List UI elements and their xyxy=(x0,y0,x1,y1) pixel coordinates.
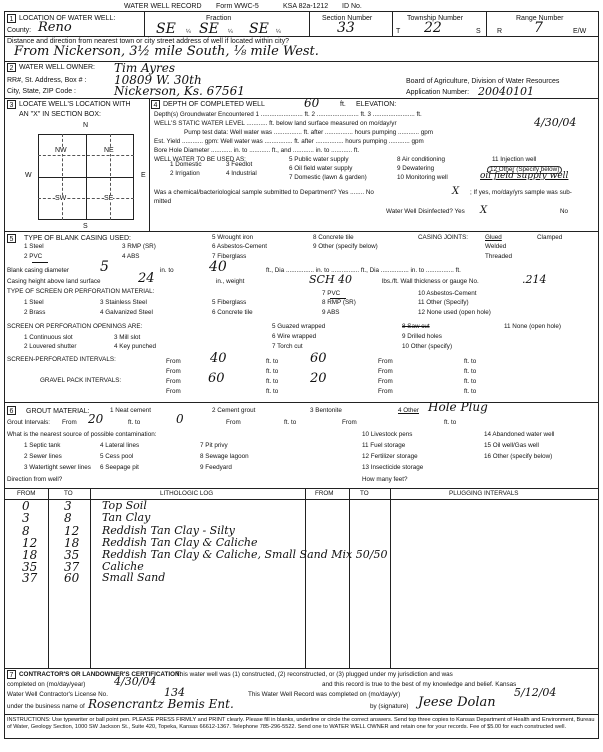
instructions: INSTRUCTIONS: Use typewriter or ball point pen. PLEASE PRESS FIRMLY and PRINT clearly. Please fill in blanks, underline or circle the correct answers. Send top three copies to Kansas Department of Health and Environment, Bureau of Water, Geology Section, 1000 SW Jackson St., Suite 420, Topeka, Kansas 66612-1367. Telephone 785-296-5522. Send one to WATER WELL OWNER and retain one for your records. Fee of $5.00 for each constructed well. xyxy=(7,717,595,731)
log-row-to: 3 xyxy=(64,499,72,513)
chem-no-mark: X xyxy=(452,186,460,197)
log-row-from: 3 xyxy=(22,511,30,525)
log-row-description: Reddish Tan Clay & Caliche, Small Sand Mix 50/50 xyxy=(102,548,388,561)
direction-label: Direction from well? xyxy=(7,476,63,483)
locate-label-2: AN "X" IN SECTION BOX: xyxy=(19,111,101,118)
use-injection-well[interactable]: 11 Injection well xyxy=(492,156,537,163)
elevation-label: ELEVATION: xyxy=(356,101,397,108)
log-row-description: Tan Clay xyxy=(102,511,151,524)
log-row-to: 8 xyxy=(64,511,72,525)
owner-value: Tim Ayres xyxy=(114,61,175,75)
casing-type-label: TYPE OF BLANK CASING USED: xyxy=(24,235,131,242)
city-state-zip-label: City, State, ZIP Code : xyxy=(7,88,76,95)
perforated-to: 60 xyxy=(310,351,327,366)
location-label: LOCATION OF WATER WELL: xyxy=(19,15,116,22)
log-row-description: Reddish Tan Clay & Caliche xyxy=(102,536,258,549)
signature: Jeese Dolan xyxy=(418,695,496,710)
use-dewatering[interactable]: 9 Dewatering xyxy=(397,165,435,172)
casing-diameter-label: Blank casing diameter xyxy=(7,267,69,274)
range-value: 7 xyxy=(534,20,543,36)
township-value: 22 xyxy=(424,20,442,36)
fraction-2: SE xyxy=(199,21,219,37)
casing-joints-label: CASING JOINTS: xyxy=(418,234,469,241)
address-value: 10809 W. 30th xyxy=(114,73,202,87)
casing-height-value: 24 xyxy=(138,271,155,286)
plug-to-header: TO xyxy=(360,490,369,497)
wall-thickness-value: .214 xyxy=(522,273,547,286)
certification-text: This water well was (1) constructed, (2) reconstructed, or (3) plugged under my jurisdiction and was xyxy=(176,671,453,678)
grout-material-label: GROUT MATERIAL: xyxy=(26,408,90,415)
other-use-value: oil field supply well xyxy=(480,171,569,181)
fraction-1: SE xyxy=(156,21,176,37)
grout-other-value: Hole Plug xyxy=(428,400,488,414)
log-row-to: 60 xyxy=(64,571,80,585)
log-row-description: Top Soil xyxy=(102,499,147,512)
use-feedlot[interactable]: 3 Feedlot xyxy=(226,161,253,168)
log-row-from: 0 xyxy=(22,499,30,513)
completed-date: 4/30/04 xyxy=(114,675,157,688)
depth-label: DEPTH OF COMPLETED WELL xyxy=(163,101,265,108)
section-2-number: 2 xyxy=(7,63,16,72)
log-row-to: 37 xyxy=(64,560,80,574)
static-level-row: WELL'S STATIC WATER LEVEL ............ ft. below land surface measured on mo/day/yr xyxy=(154,120,397,127)
section-number-value: 33 xyxy=(337,20,355,36)
section-7-number: 7 xyxy=(7,670,16,679)
lithologic-log-header: LITHOLOGIC LOG xyxy=(160,490,214,497)
township-label: Township Number xyxy=(407,15,464,22)
section-4-number: 4 xyxy=(151,100,160,109)
depth-value: 60 xyxy=(304,96,320,110)
disinfected-question: Water Well Disinfected? Yes xyxy=(386,208,465,215)
grout-from: 20 xyxy=(88,412,104,426)
use-public-supply[interactable]: 5 Public water supply xyxy=(289,156,349,163)
use-label: WELL WATER TO BE USED AS: xyxy=(154,156,246,163)
use-industrial[interactable]: 4 Industrial xyxy=(226,170,257,177)
distance-value: From Nickerson, 3½ mile South, ⅛ mile West. xyxy=(14,44,319,59)
owner-label: WATER WELL OWNER: xyxy=(19,64,95,71)
section-3-number: 3 xyxy=(7,100,16,109)
screen-type-label: TYPE OF SCREEN OR PERFORATION MATERIAL: xyxy=(7,288,155,295)
use-domestic-lawn[interactable]: 7 Domestic (lawn & garden) xyxy=(289,174,367,181)
perforated-from: 40 xyxy=(210,351,227,366)
log-to-header: TO xyxy=(64,490,73,497)
perforated-intervals-label: SCREEN-PERFORATED INTERVALS: xyxy=(7,356,116,363)
openings-label: SCREEN OR PERFORATION OPENINGS ARE: xyxy=(7,323,143,330)
record-date: 5/12/04 xyxy=(514,686,557,699)
use-monitoring-well[interactable]: 10 Monitoring well xyxy=(397,174,448,181)
log-row-from: 35 xyxy=(22,560,38,574)
log-row-description: Reddish Tan Clay - Silty xyxy=(102,524,235,537)
log-row-to: 12 xyxy=(64,524,80,538)
grout-other[interactable]: 4 Other xyxy=(398,407,419,414)
section-1-number: 1 xyxy=(7,14,16,23)
id-number-label: ID No. xyxy=(342,3,362,10)
log-row-from: 8 xyxy=(22,524,30,538)
log-row-from: 37 xyxy=(22,571,38,585)
fraction-label: Fraction xyxy=(206,15,232,22)
use-domestic[interactable]: 1 Domestic xyxy=(170,161,202,168)
opening-saw-cut[interactable]: 8 Saw cut xyxy=(402,323,430,330)
contamination-label: What is the nearest source of possible contamination: xyxy=(7,431,157,438)
gravel-pack-label: GRAVEL PACK INTERVALS: xyxy=(40,377,122,384)
business-name: Rosencrantz Bemis Ent. xyxy=(88,697,234,711)
county-label: County: xyxy=(7,27,32,34)
gravel-from: 60 xyxy=(208,371,225,386)
casing-weight-value: SCH 40 xyxy=(309,273,353,286)
certification-label: CONTRACTOR'S OR LANDOWNER'S CERTIFICATION: xyxy=(19,671,182,678)
section-6-number: 6 xyxy=(7,406,16,415)
county-value: Reno xyxy=(38,20,72,35)
locate-label: LOCATE WELL'S LOCATION WITH xyxy=(19,101,131,108)
board-label: Board of Agriculture, Division of Water Resources xyxy=(406,78,560,85)
gravel-to: 20 xyxy=(310,371,327,386)
static-level-date: 4/30/04 xyxy=(534,116,577,129)
use-irrigation[interactable]: 2 Irrigation xyxy=(170,170,200,177)
plug-from-header: FROM xyxy=(315,490,334,497)
water-well-record-form: WATER WELL RECORD Form WWC-5 KSA 82a-1212 ID No. 1 LOCATION OF WATER WELL: County: Reno Fraction SE ¼ SE ¼ SE ¼ Section Number 33 Township Number T 22 S Range Number R 7 E/W Distance and direction from nearest town or city street address of well if located within city? From Nickerson, 3½ mile South, ⅛ mile West. 2 WATER WELL OWNER: Tim Ayres RR#, St. Address, Box # : 10809 W. 30th City, State, ZIP Code : Nickerson, Ks. 67561 Board of Agriculture, Division of Water Resources Application Number: 20040101 3 LOCATE WELL'S LOCATION WITH AN "X" IN SECTION BOX: N S W E NW NE SW SE 4 DEPTH OF COMPLETED WELL 60 ft. ELEVATION: Depth(s) Groundwater Encountered 1 ........................ ft. 2 ........................ ft. 3 ........................ ft. WELL'S STATIC WATER LEVEL ............ ft. below land surface measured on mo/day/yr 4/30/04 Pump test data: Well water was ................ ft. after ................ hours pumping ............ gpm Est. Yield ............ gpm: Well water was ................ ft. after ................ hours pumping ............ gpm Bore Hole Diameter ............ in. to ............ ft., and ............ in. to ............ ft. WELL WATER TO BE USED AS: 1 Domestic 3 Feedlot 5 Public water supply 8 Air conditioning 11 Injection well 2 Irrigation 4 Industrial 6 Oil field water supply 9 Dewatering 12 Other (Specify below) 7 Domestic (lawn & garden) 10 Monitoring well oil field supply well Was a chemical/bacteriological sample submitted to Department? Yes ........ No X ; If yes, mo/day/yrs sample was sub- mitted Water Well Disinfected? Yes X No 5 TYPE OF BLANK CASING USED: 1 Steel 3 RMP (SR) 5 Wrought iron 8 Concrete tile 2 PVC 4 ABS 6 Asbestos-Cement 9 Other (specify below) 7 Fiberglass CASING JOINTS: Glued Clamped Welded Threaded Blank casing diameter 5 in. to 40 ft., Dia ................ in. to ................ ft., Dia ................ in. to ................ ft. Casing height above land surface 24 in., weight SCH 40 lbs./ft. Wall thickness or gauge No. .214 TYPE OF SCREEN OR PERFORATION MATERIAL: 1 Steel 3 Stainless Steel 5 Fiberglass 7 PVC 10 Asbestos-Cement 2 Brass 4 Galvanized Steel 6 Concrete tile 8 RMP (SR) 11 Other (Specify) 9 ABS 12 None used (open hole) SCREEN OR PERFORATION OPENINGS ARE: 1 Continuous slot 3 Mill slot 5 Guazed wrapped 8 Saw cut 11 None (open hole) 2 Louvered shutter 4 Key punched 6 Wire wrapped 9 Drilled holes 7 Torch cut 10 Other (specify) SCREEN-PERFORATED INTERVALS: From 40 ft. to 60 From ft. to From ft. to From ft. to GRAVEL PACK INTERVALS: From 60 ft. to 20 From ft. to From ft. to From ft. to 6 GROUT MATERIAL: 1 Neat cement 2 Cement grout 3 Bentonite 4 Other Hole Plug Grout Intervals: From 20 ft. to 0 From ft. to From ft. to What is the nearest source of possible contamination: 1 Septic tank 4 Lateral lines 7 Pit privy 10 Livestock pens 14 Abandoned water well 2 Sewer lines 5 Cess pool 8 Sewage lagoon 11 Fuel storage 15 Oil well/Gas well 3 Watertight sewer lines 6 Seepage pit 9 Feedyard 12 Fertilizer storage 16 Other (specify below) 13 Insecticide storage Direction from well? How many feet? FROM TO LITHOLOGIC LOG FROM TO PLUGGING INTERVALS 0 3 Top Soil 3 8 Tan Clay 8 12 Reddish Tan Clay - Silty 12 18 Reddish Tan Clay & Caliche 18 35 Reddish Tan Clay & Caliche, Small Sand Mix 50/50 35 37 Caliche 37 60 Small Sand 7 CONTRACTOR'S OR LANDOWNER'S CERTIFICATION: This water well was (1) constructed, (2) reconstructed, or (3) plugged under my jurisdiction and was completed on (mo/day/year) 4/30/04 and this record is true to the best of my knowledge and belief. Kansas Water Well Contractor's License No. 134 This Water Well Record was completed on (mo/day/yr) 5/12/04 under the business name of Rosencrantz Bemis Ent. by (signature) Jeese Dolan INSTRUCTIONS: Use typewriter or ball point pen. PLEASE PRESS FIRMLY and PRINT clearly. Please fill in blanks, underline or circle the correct answers. Send top three copies to Kansas Department of Health and Environment, Bureau of Water, Geology Section, 1000 SW Jackson St., Suite 420, Topeka, Kansas 66612-1367. Telephone 785-296-5522. Send one to WATER WELL OWNER and retain one for your records. Fee of $5.00 for each constructed well. xyxy=(4,2,599,748)
application-number-value: 20040101 xyxy=(478,85,534,98)
chem-sample-question: Was a chemical/bacteriological sample submitted to Department? Yes ........ No xyxy=(154,189,374,196)
city-state-zip-value: Nickerson, Ks. 67561 xyxy=(114,84,245,98)
section-5-number: 5 xyxy=(7,234,16,243)
fraction-3: SE xyxy=(249,21,269,37)
log-row-to: 18 xyxy=(64,536,80,550)
casing-height-label: Casing height above land surface xyxy=(7,278,101,285)
license-number: 134 xyxy=(164,686,185,699)
bore-hole-row: Bore Hole Diameter ............ in. to ............ ft., and ............ in. to ............ ft. xyxy=(154,147,360,154)
form-title: WATER WELL RECORD xyxy=(124,3,202,10)
log-row-description: Small Sand xyxy=(102,571,166,584)
pump-test-row: Pump test data: Well water was ................ ft. after ................ hours pumping ............ gpm xyxy=(184,129,434,136)
plugging-intervals-header: PLUGGING INTERVALS xyxy=(449,490,519,497)
grout-to: 0 xyxy=(176,412,184,426)
screen-pvc[interactable]: 7 PVC xyxy=(322,290,341,297)
log-from-header: FROM xyxy=(17,490,36,497)
use-oil-field-supply[interactable]: 6 Oil field water supply xyxy=(289,165,353,172)
groundwater-row: Depth(s) Groundwater Encountered 1 ........................ ft. 2 ........................ ft. 3 ........................ ft. xyxy=(154,111,422,118)
est-yield-row: Est. Yield ............ gpm: Well water was ................ ft. after ................ hours pumping ............ gpm xyxy=(154,138,424,145)
range-label: Range Number xyxy=(516,15,564,22)
grout-intervals-label: Grout Intervals: xyxy=(7,419,51,426)
casing-diameter-to: 40 xyxy=(209,259,227,275)
joints-glued[interactable]: Glued xyxy=(485,234,502,241)
casing-pvc[interactable]: 2 PVC xyxy=(24,253,43,260)
ksa-reference: KSA 82a-1212 xyxy=(283,3,329,10)
casing-diameter-value: 5 xyxy=(100,259,109,275)
how-many-feet-label: How many feet? xyxy=(362,476,408,483)
use-other-circled[interactable]: 12 Other (Specify below) xyxy=(487,166,562,174)
log-row-to: 35 xyxy=(64,548,80,562)
address-label: RR#, St. Address, Box # : xyxy=(7,77,87,84)
log-row-from: 12 xyxy=(22,536,38,550)
section-number-label: Section Number xyxy=(322,15,373,22)
log-row-from: 18 xyxy=(22,548,38,562)
application-number-label: Application Number: xyxy=(406,89,470,96)
use-air-conditioning[interactable]: 8 Air conditioning xyxy=(397,156,445,163)
log-row-description: Caliche xyxy=(102,560,144,573)
disinfected-yes-mark: X xyxy=(480,205,488,216)
form-number: Form WWC-5 xyxy=(216,3,259,10)
distance-label: Distance and direction from nearest town or city street address of well if located within city? xyxy=(7,38,290,45)
